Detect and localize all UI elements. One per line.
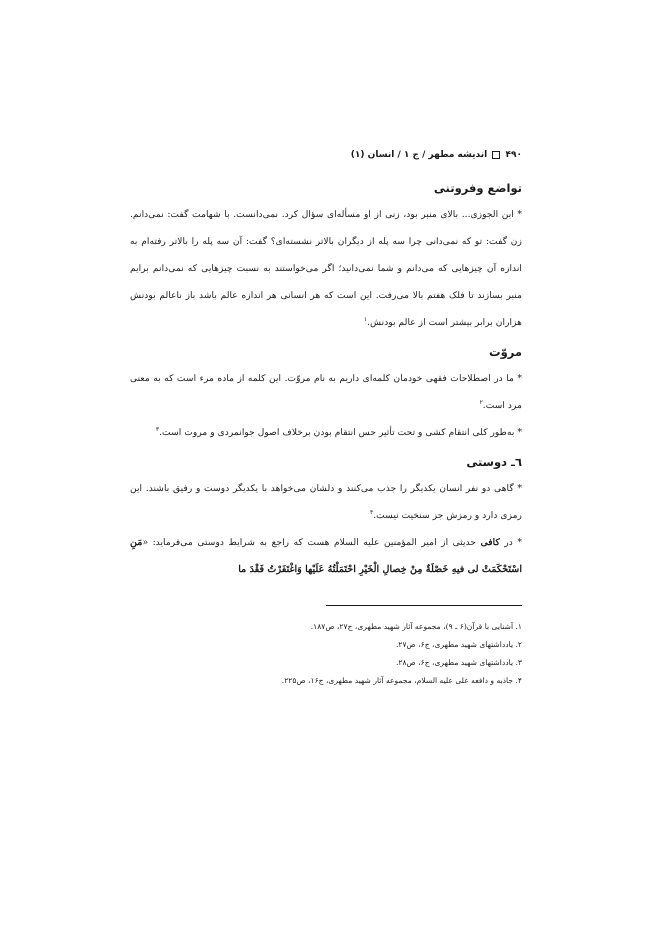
hadith-quote: مَنِ اسْتَحْکَمَتْ لی فیهِ خَصْلَةٌ مِنْ خِصالِ الْخَیْرِ احْتَمَلْتُهُ عَلَیْها وَاغْتَفَرْتُ فَقْدَ ما: [130, 537, 522, 575]
book-title: اندیشه مطهر / ج ۱ / انسان (۱): [350, 150, 488, 160]
footnote-item: ۴. جاذبه و دافعه علی علیه السلام، مجموعه آثار شهید مطهری، ج۱۶، ص۲۲۵.: [281, 676, 522, 685]
footnote-ref: ۳: [155, 425, 160, 433]
footnotes: [130, 618, 522, 690]
paragraph-text: * گاهی دو نفر انسان یکدیگر را جذب می‌کنند و دلشان می‌خواهد با یکدیگر دوست و رفیق باشند. این رمزی دارد و رمزش جز سنخیت نیست.: [130, 483, 522, 521]
paragraph-humility: [130, 201, 522, 336]
footnote-ref: ۲: [479, 398, 483, 406]
running-head: [130, 148, 522, 162]
page-number: ۴۹۰: [505, 150, 522, 160]
section-title-chivalry: مروّت: [489, 345, 522, 359]
paragraph-friendship-2: [130, 529, 522, 583]
footnote-item: ۲. یادداشتهای شهید مطهری، ج۶، ص۲۷.: [395, 640, 522, 649]
footnote-ref: ۱: [363, 315, 368, 323]
paragraph-friendship-1: [130, 475, 522, 529]
footnote-ref: ۴: [369, 508, 374, 516]
section-title-friendship: ٦ـ دوستی: [466, 455, 522, 469]
paragraph-text-a: * در: [499, 537, 522, 548]
paragraph-chivalry-1: [130, 365, 522, 419]
footnote-item: ۳. یادداشتهای شهید مطهری، ج۶، ص۲۸.: [395, 658, 522, 667]
paragraph-chivalry-2: [130, 419, 522, 446]
source-name: کافی: [480, 537, 500, 548]
footnote-divider: [326, 605, 522, 606]
footnote-item: ۱. آشنایی با قرآن(۶ ـ ۹)، مجموعه آثار شهید مطهری، ج۲۷، ص۱۸۷.: [310, 622, 522, 631]
paragraph-text: * ابن الجوزی... بالای منبر بود، زنی از او مسأله‌ای سؤال کرد. نمی‌دانست. با شهامت گفت: نمی‌دانم. زن گفت: تو که نمی‌دانی چرا سه پله از دیگران بالاتر نشسته‌ای؟ گفت: آن سه پله را بالاتر رفته‌ام به اندازه آن چیزهایی که می‌دانم و شما نمی‌دانید؛ اگر می‌خواستند به نسبت چیزهایی که نمی‌دانم برایم منبر بسازند تا فلک هفتم بالا می‌رفت. این است که هر انسانی هر اندازه عالم باشد باز ناعالم بودنش هزاران برابر بیشتر است از عالم بودنش.: [130, 209, 522, 328]
book-page: [130, 148, 522, 690]
section-title-humility: تواضع وفروتنی: [433, 181, 522, 195]
paragraph-text: * ما در اصطلاحات فقهی خودمان کلمه‌ای داریم به نام مروّت. این کلمه از ماده مرء است که به معنی مرد است.: [130, 373, 522, 411]
paragraph-text: * به‌طور کلی انتقام کشی و تحت تأثیر حس انتقام بودن برخلاف اصول جوانمردی و مروت است.: [159, 427, 522, 438]
paragraph-text-b: حدیثی از امیر المؤمنین علیه السلام هست که راجع به شرایط دوستی می‌فرماید: «: [142, 537, 481, 548]
square-bullet-icon: [492, 151, 500, 159]
